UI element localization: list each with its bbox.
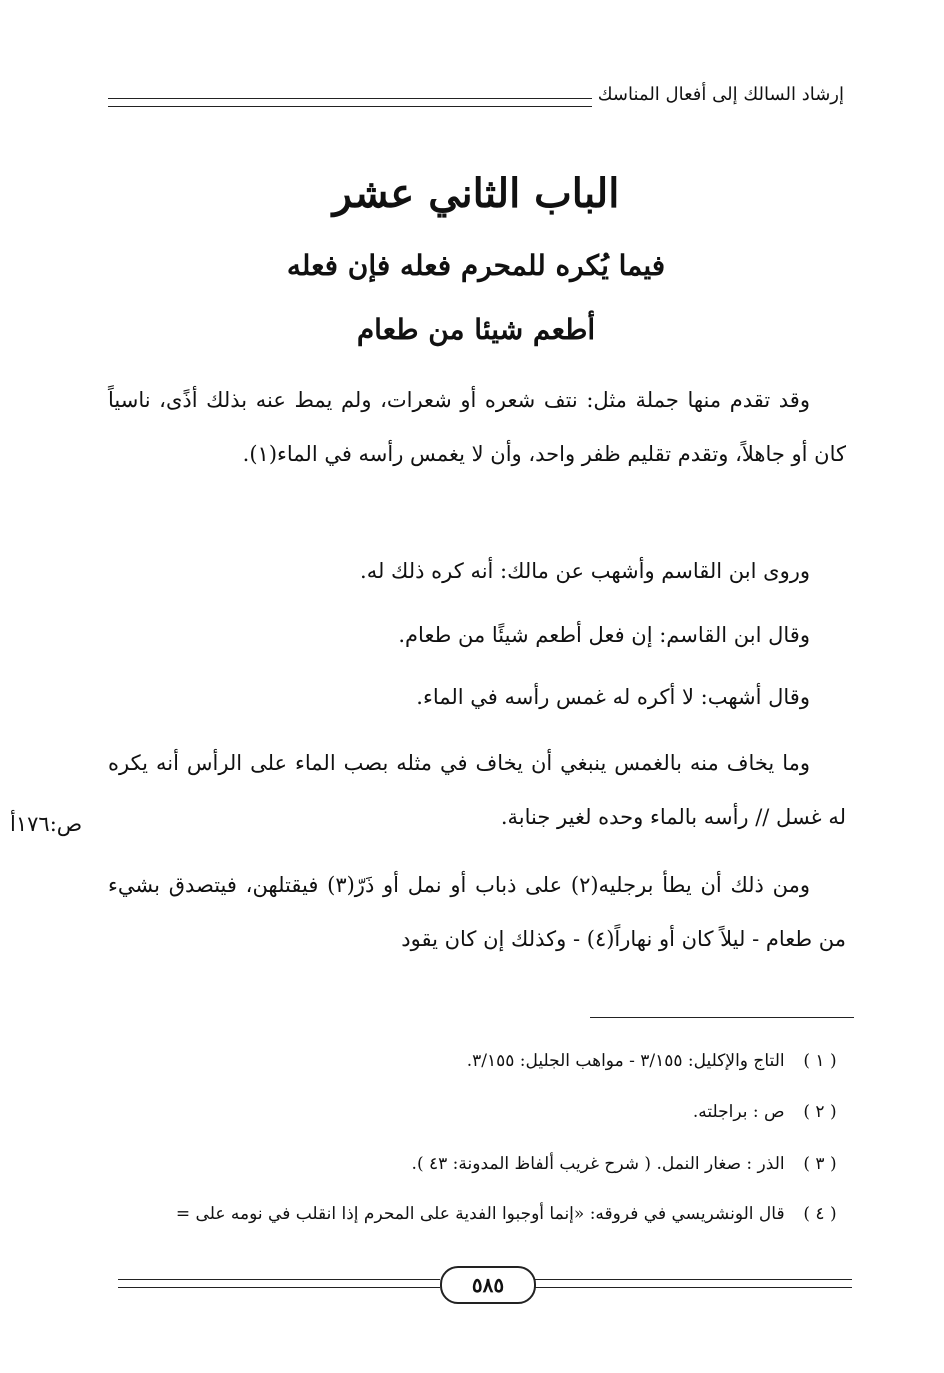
footnote-text: التاج والإكليل: ٣/١٥٥ - مواهب الجليل: ٣/١٥٥. <box>466 1051 785 1071</box>
chapter-title: الباب الثاني عشر <box>332 170 620 217</box>
footnote <box>108 1202 850 1226</box>
footnote-text: قال الونشريسي في فروقه: «إنما أوجبوا الفدية على المحرم إذا انقلب في نومه على = <box>175 1204 785 1224</box>
book-title: إرشاد السالك إلى أفعال المناسك <box>597 84 844 105</box>
running-header <box>108 84 844 120</box>
page-number: ٥٨٥ <box>440 1266 536 1304</box>
paragraph: وقال أشهب: لا أكره له غمس رأسه في الماء. <box>416 685 810 709</box>
footnote <box>108 1152 850 1176</box>
manuscript-page-note: ص:١٧٦أ <box>10 812 83 836</box>
footnote-text: ص : براجلته. <box>692 1102 785 1122</box>
chapter-subtitle-line2: أطعم شيئا من طعام <box>356 313 596 346</box>
paragraph: وقد تقدم منها جملة مثل: نتف شعره أو شعرات، ولم يمط عنه بذلك أذًى، ناسياً كان أو جاهلاً، وتقدم تقليم ظفر واحد، وأن لا يغمس رأسه في الماء(١). <box>108 388 846 466</box>
footer-rule-left <box>118 1279 440 1288</box>
paragraph: وروى ابن القاسم وأشهب عن مالك: أنه كره ذلك له. <box>360 559 810 583</box>
footnote-number: ( ٢ ) <box>803 1102 837 1122</box>
footnote-separator <box>590 1017 854 1018</box>
footnote-number: ( ٣ ) <box>803 1154 837 1174</box>
footnote <box>108 1100 850 1124</box>
footnote <box>108 1049 850 1073</box>
paragraph: وما يخاف منه بالغمس ينبغي أن يخاف في مثله بصب الماء على الرأس أنه يكره له غسل // رأسه بالماء وحده لغير جنابة. <box>108 751 846 829</box>
header-double-rule <box>108 98 592 107</box>
footnote-number: ( ١ ) <box>803 1051 837 1071</box>
chapter-subtitle-line1: فيما يُكره للمحرم فعله فإن فعله <box>286 249 666 282</box>
footnote-text: الذر : صغار النمل. ( شرح غريب ألفاظ المدونة: ٤٣ ). <box>411 1154 785 1174</box>
footer-rule-right <box>532 1279 852 1288</box>
paragraph: ومن ذلك أن يطأ برجليه(٢) على ذباب أو نمل أو ذَرّ(٣) فيقتلهن، فيتصدق بشيء من طعام - ليلاً كان أو نهاراً(٤) - وكذلك إن كان يقود <box>108 873 846 951</box>
paragraph: وقال ابن القاسم: إن فعل أطعم شيئًا من طعام. <box>398 623 810 647</box>
footnote-number: ( ٤ ) <box>803 1204 837 1224</box>
